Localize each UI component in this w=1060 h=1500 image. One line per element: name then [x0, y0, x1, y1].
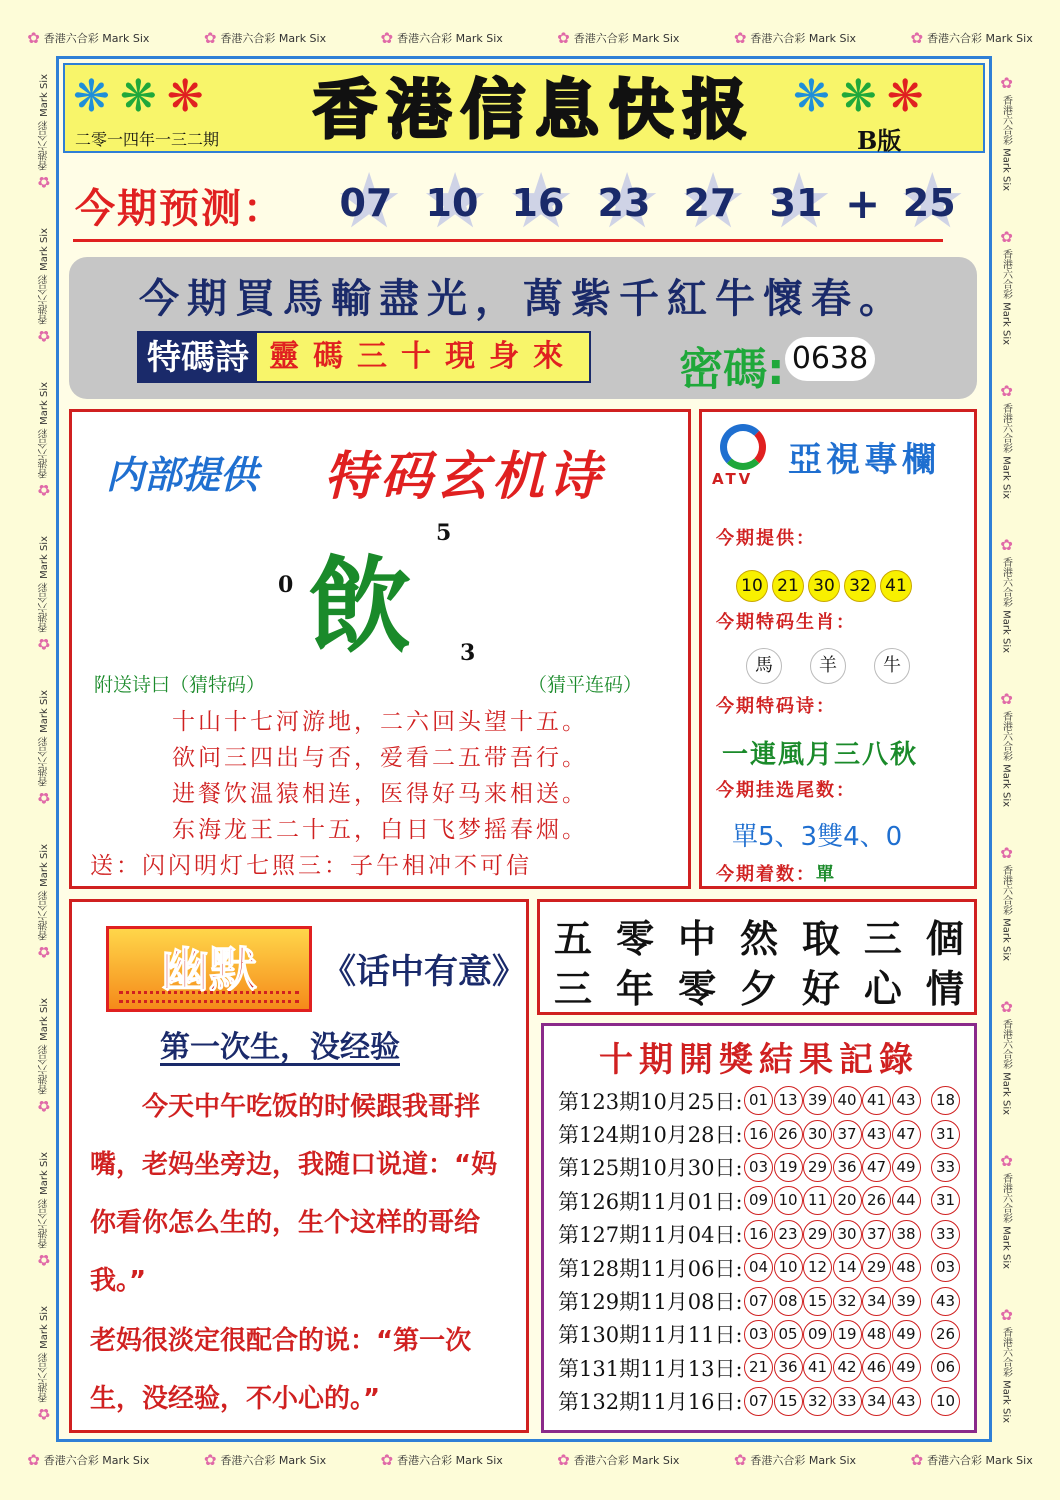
draw-number: 42 [833, 1353, 862, 1382]
watermark-text: 香港六合彩 Mark Six [397, 1454, 503, 1467]
main-frame [56, 56, 992, 1442]
flower-icon: ✿ [997, 998, 1016, 1017]
watermark-text: 香港六合彩 Mark Six [1000, 711, 1012, 808]
draw-special-number: 31 [931, 1186, 960, 1215]
flower-icon: ✿ [910, 28, 924, 47]
flower-icon: ✿ [34, 173, 53, 192]
atv-poem: 一連風月三八秋 [722, 740, 919, 770]
draw-label: 第131期11月13日: [558, 1356, 743, 1381]
draw-number: 09 [744, 1186, 773, 1215]
flower-icon: ✿ [34, 1251, 53, 1270]
watermark-text: 香港六合彩 Mark Six [573, 32, 680, 45]
watermark-text: 香港六合彩 Mark Six [1000, 1019, 1012, 1116]
prediction-special-number: ★ 25 [886, 175, 972, 231]
flower-icon: ✿ [557, 1450, 570, 1469]
flower-icon: ✿ [34, 943, 53, 962]
draw-special-number: 18 [931, 1086, 960, 1115]
watermark-text: 香港六合彩 Mark Six [573, 1454, 680, 1467]
draw-number: 07 [744, 1387, 773, 1416]
atv-poem-label: 今期特码诗： [716, 696, 836, 717]
humor-panel [69, 899, 529, 1433]
zodiac-badge: 馬 [746, 648, 782, 684]
watermark-item [910, 1452, 1032, 1468]
draw-number: 10 [774, 1253, 803, 1282]
draw-number: 36 [833, 1153, 862, 1182]
draw-number: 01 [744, 1086, 773, 1115]
prediction-row [63, 163, 985, 241]
flower-icon: ✿ [997, 382, 1016, 401]
poem-line: 欲问三四岀与否，爱看二五带吾行。 [172, 745, 588, 771]
watermark-text: 香港六合彩 Mark Six [927, 1454, 1033, 1467]
watermark-item [204, 30, 326, 46]
poem-source: 内部提供 [106, 453, 259, 497]
draw-label: 第132期11月16日: [558, 1390, 743, 1415]
watermark-item [27, 30, 149, 46]
watermark-text: 香港六合彩 Mark Six [1000, 403, 1012, 500]
draw-number: 14 [833, 1253, 862, 1282]
watermark-text: 香港六合彩 Mark Six [1000, 557, 1012, 654]
watermark-text: 香港六合彩 Mark Six [38, 844, 50, 941]
poem-line: 十山十七河游地，二六回头望十五。 [172, 709, 588, 735]
poem-line: 进餐饮温猿相连，医得好马来相送。 [172, 781, 588, 807]
watermark-text: 香港六合彩 Mark Six [397, 32, 503, 45]
flower-icon: ✿ [997, 1306, 1016, 1325]
flower-icon: ✿ [733, 1450, 747, 1469]
watermark-text: 香港六合彩 Mark Six [43, 1454, 150, 1467]
draw-number: 37 [833, 1120, 862, 1149]
prediction-numbers [323, 175, 972, 231]
atv-panel [699, 409, 977, 889]
poem-lines [72, 704, 688, 884]
flower-icon: ✿ [733, 28, 747, 47]
table-row [558, 1151, 961, 1184]
watermark-item [999, 382, 1014, 499]
draw-number: 21 [744, 1353, 773, 1382]
draw-number: 34 [862, 1387, 891, 1416]
draw-number: 10 [774, 1186, 803, 1215]
watermark-text: 香港六合彩 Mark Six [43, 32, 150, 45]
prediction-number: ★ 16 [495, 175, 581, 231]
asterisk-icon: ❋ [73, 71, 120, 122]
draw-number: 13 [774, 1086, 803, 1115]
draw-number: 19 [774, 1153, 803, 1182]
watermark-text: 香港六合彩 Mark Six [1000, 865, 1012, 962]
wave-decoration [119, 991, 299, 1003]
watermark-text: 香港六合彩 Mark Six [38, 382, 50, 479]
watermark-item [34, 536, 53, 654]
draw-number: 07 [744, 1287, 773, 1316]
riddle-character: 飲 [308, 544, 413, 667]
atv-tail-label: 今期挂选尾数： [716, 780, 856, 801]
flower-icon: ✿ [910, 1450, 924, 1469]
watermark-item [34, 74, 53, 192]
watermark-item [999, 998, 1014, 1115]
draw-label: 第130期11月11日: [558, 1323, 743, 1348]
watermark-text: 香港六合彩 Mark Six [750, 1454, 857, 1467]
watermark-text: 香港六合彩 Mark Six [220, 1454, 327, 1467]
special-poem-key: 特碼詩 [139, 333, 257, 381]
draw-label: 第129期11月08日: [558, 1290, 743, 1315]
atv-provide-label: 今期提供： [716, 528, 816, 549]
zodiac-badge: 羊 [810, 648, 846, 684]
draw-number: 33 [833, 1387, 862, 1416]
atv-count-value: 單 [816, 864, 836, 885]
phrase-row: 三 年 零 夕 好 心 情 [554, 966, 964, 1011]
decor-stars-left [73, 71, 214, 122]
watermark-item [34, 1152, 53, 1270]
poem-line: 送：闪闪明灯七照三：子午相冲不可信 [90, 853, 532, 879]
humor-badge-text: 幽默 [160, 942, 257, 998]
watermark-text: 香港六合彩 Mark Six [38, 74, 50, 171]
draw-number: 43 [892, 1387, 921, 1416]
special-poem-value: 靈碼三十現身來 [257, 333, 589, 381]
lottery-ball: 30 [808, 570, 840, 602]
results-panel [541, 1023, 977, 1433]
draw-number: 39 [892, 1287, 921, 1316]
draw-label: 第124期10月28日: [558, 1123, 743, 1148]
asterisk-icon: ❋ [119, 71, 167, 122]
table-row [558, 1284, 961, 1317]
draw-number: 15 [803, 1287, 832, 1316]
flower-icon: ✿ [997, 1152, 1016, 1171]
prediction-label: 今期预测： [75, 186, 285, 232]
draw-number: 16 [744, 1120, 773, 1149]
watermark-item [734, 30, 856, 46]
watermark-item [557, 30, 679, 46]
asterisk-icon: ❋ [166, 71, 214, 122]
draw-label: 第127期11月04日: [558, 1223, 743, 1248]
flower-icon: ✿ [34, 789, 53, 808]
draw-special-number: 26 [931, 1320, 960, 1349]
phrase-row: 五 零 中 然 取 三 個 [554, 916, 964, 961]
page-title: 香港信息快报 [313, 73, 757, 148]
draw-number: 44 [892, 1186, 921, 1215]
draw-number: 11 [803, 1186, 832, 1215]
draw-number: 36 [774, 1353, 803, 1382]
draw-number: 08 [774, 1287, 803, 1316]
watermark-item [999, 1152, 1014, 1269]
draw-number: 40 [833, 1086, 862, 1115]
poem-line: 东海龙王二十五，白日飞梦摇春烟。 [172, 817, 588, 843]
draw-number: 34 [862, 1287, 891, 1316]
watermark-right [996, 56, 1016, 1442]
watermark-text: 香港六合彩 Mark Six [927, 32, 1033, 45]
draw-number: 29 [803, 1153, 832, 1182]
watermark-text: 香港六合彩 Mark Six [38, 998, 50, 1095]
header [63, 63, 985, 153]
draw-special-number: 33 [931, 1220, 960, 1249]
joke-title: 第一次生，没经验 [160, 1030, 400, 1065]
draw-number: 26 [862, 1186, 891, 1215]
asterisk-icon: ❋ [793, 71, 840, 122]
watermark-item [34, 228, 53, 346]
flower-icon: ✿ [34, 1097, 53, 1116]
divider [73, 239, 943, 242]
joke-paragraph: 老妈很淡定很配合的说：“第一次生，没经验，不小心的。” [90, 1326, 472, 1414]
flower-icon: ✿ [997, 74, 1016, 93]
flower-icon: ✿ [997, 844, 1016, 863]
draw-number: 23 [774, 1220, 803, 1249]
riddle-number-top: 5 [436, 520, 452, 546]
table-row [558, 1184, 961, 1217]
joke-paragraph: 今天中午吃饭的时候跟我哥拌嘴，老妈坐旁边，我随口说道：“妈你看你怎么生的，生个这样的哥给我。” [90, 1092, 498, 1296]
draw-number: 43 [862, 1120, 891, 1149]
watermark-text: 香港六合彩 Mark Six [38, 536, 50, 633]
watermark-item [999, 1306, 1014, 1423]
flower-icon: ✿ [27, 1450, 40, 1469]
watermark-text: 香港六合彩 Mark Six [1000, 1327, 1012, 1424]
watermark-item [34, 382, 53, 500]
flower-icon: ✿ [380, 1450, 394, 1469]
results-title: 十期開獎結果記錄 [599, 1040, 919, 1080]
atv-logo-text: ATV [712, 470, 754, 488]
asterisk-icon: ❋ [886, 71, 934, 122]
draw-number: 48 [862, 1320, 891, 1349]
watermark-item [381, 1452, 503, 1468]
atv-zodiac [746, 648, 910, 684]
flower-icon: ✿ [27, 28, 40, 47]
flower-icon: ✿ [557, 28, 570, 47]
table-row [558, 1084, 961, 1117]
decor-stars-right [793, 71, 934, 122]
flower-icon: ✿ [380, 28, 394, 47]
poem-panel [69, 409, 691, 889]
watermark-text: 香港六合彩 Mark Six [38, 228, 50, 325]
special-poem-tag [137, 331, 591, 383]
flower-icon: ✿ [203, 1450, 217, 1469]
watermark-text: 香港六合彩 Mark Six [750, 32, 857, 45]
draw-number: 49 [892, 1353, 921, 1382]
draw-number: 39 [803, 1086, 832, 1115]
watermark-item [34, 844, 53, 962]
draw-number: 37 [862, 1220, 891, 1249]
code-value: 0638 [785, 337, 875, 381]
poem-note-left: 附送诗曰（猜特码） [94, 674, 266, 696]
watermark-text: 香港六合彩 Mark Six [38, 1306, 50, 1403]
draw-number: 46 [862, 1353, 891, 1382]
draw-number: 16 [744, 1220, 773, 1249]
draw-special-number: 43 [931, 1287, 960, 1316]
draw-number: 20 [833, 1186, 862, 1215]
watermark-top [0, 20, 1060, 56]
draw-special-number: 06 [931, 1353, 960, 1382]
watermark-item [999, 844, 1014, 961]
poem-note-right: （猜平连码） [528, 674, 643, 696]
watermark-item [999, 228, 1014, 345]
draw-number: 12 [803, 1253, 832, 1282]
plus-sign: + [845, 178, 881, 228]
watermark-item [734, 1452, 856, 1468]
table-row [558, 1351, 961, 1384]
watermark-item [34, 690, 53, 808]
draw-number: 49 [892, 1320, 921, 1349]
draw-number: 19 [833, 1320, 862, 1349]
watermark-item [999, 690, 1014, 807]
draw-number: 09 [803, 1320, 832, 1349]
issue-number: 二零一四年一三二期 [75, 130, 220, 149]
watermark-text: 香港六合彩 Mark Six [1000, 95, 1012, 192]
watermark-bottom [0, 1442, 1060, 1478]
results-table [558, 1084, 961, 1418]
slogan-text: 今期買馬輸盡光，萬紫千紅牛懷春。 [139, 276, 907, 322]
watermark-text: 香港六合彩 Mark Six [1000, 249, 1012, 346]
table-row [558, 1318, 961, 1351]
humor-subtitle: 《话中有意》 [322, 952, 526, 992]
prediction-number: ★ 23 [581, 175, 667, 231]
draw-special-number: 31 [931, 1120, 960, 1149]
draw-number: 30 [833, 1220, 862, 1249]
riddle-number-bottom: 3 [460, 640, 476, 666]
lottery-ball: 32 [844, 570, 876, 602]
draw-number: 38 [892, 1220, 921, 1249]
draw-number: 32 [803, 1387, 832, 1416]
zodiac-badge: 牛 [874, 648, 910, 684]
atv-count [716, 860, 836, 886]
lottery-ball: 21 [772, 570, 804, 602]
draw-number: 03 [744, 1153, 773, 1182]
watermark-item [999, 536, 1014, 653]
draw-number: 29 [862, 1253, 891, 1282]
flower-icon: ✿ [34, 327, 53, 346]
lottery-ball: 10 [736, 570, 768, 602]
draw-label: 第123期10月25日: [558, 1089, 743, 1114]
draw-number: 49 [892, 1153, 921, 1182]
draw-number: 29 [803, 1220, 832, 1249]
draw-number: 03 [744, 1320, 773, 1349]
table-row [558, 1117, 961, 1150]
draw-number: 04 [744, 1253, 773, 1282]
atv-logo [712, 422, 776, 486]
draw-number: 32 [833, 1287, 862, 1316]
watermark-item [34, 998, 53, 1116]
watermark-text: 香港六合彩 Mark Six [220, 32, 327, 45]
atv-tails: 單5、3雙4、0 [732, 822, 903, 852]
flower-icon: ✿ [34, 481, 53, 500]
riddle-number-left: 0 [278, 572, 294, 598]
watermark-item [381, 30, 503, 46]
draw-special-number: 33 [931, 1153, 960, 1182]
draw-number: 47 [892, 1120, 921, 1149]
atv-balls [736, 570, 912, 602]
prediction-number: ★ 31 [753, 175, 839, 231]
draw-special-number: 03 [931, 1253, 960, 1282]
draw-number: 41 [803, 1353, 832, 1382]
atv-logo-icon [720, 424, 766, 470]
poem-title: 特码玄机诗 [324, 447, 605, 507]
draw-number: 26 [774, 1120, 803, 1149]
flower-icon: ✿ [34, 635, 53, 654]
draw-label: 第128期11月06日: [558, 1256, 743, 1281]
flower-icon: ✿ [997, 690, 1016, 709]
watermark-text: 香港六合彩 Mark Six [38, 690, 50, 787]
draw-label: 第126期11月01日: [558, 1189, 743, 1214]
flower-icon: ✿ [203, 28, 217, 47]
draw-special-number: 10 [931, 1387, 960, 1416]
watermark-text: 香港六合彩 Mark Six [1000, 1173, 1012, 1270]
atv-count-label: 今期着数： [716, 864, 816, 885]
draw-number: 30 [803, 1120, 832, 1149]
table-row [558, 1385, 961, 1418]
flower-icon: ✿ [997, 228, 1016, 247]
table-row [558, 1251, 961, 1284]
atv-column-title: 亞視專欄 [788, 440, 940, 480]
draw-number: 41 [862, 1086, 891, 1115]
prediction-number: ★ 10 [409, 175, 495, 231]
slogan-banner [69, 257, 977, 399]
watermark-item [910, 30, 1032, 46]
atv-zodiac-label: 今期特码生肖： [716, 612, 856, 633]
table-row [558, 1218, 961, 1251]
phrase-panel [537, 899, 977, 1015]
watermark-left [34, 56, 54, 1442]
watermark-item [27, 1452, 149, 1468]
draw-label: 第125期10月30日: [558, 1156, 743, 1181]
flower-icon: ✿ [997, 536, 1016, 555]
asterisk-icon: ❋ [839, 71, 887, 122]
draw-number: 15 [774, 1387, 803, 1416]
watermark-item [999, 74, 1014, 191]
draw-number: 48 [892, 1253, 921, 1282]
prediction-number: ★ 27 [667, 175, 753, 231]
draw-number: 47 [862, 1153, 891, 1182]
draw-number: 05 [774, 1320, 803, 1349]
watermark-item [34, 1306, 53, 1424]
watermark-item [204, 1452, 326, 1468]
humor-badge [106, 926, 312, 1012]
flower-icon: ✿ [34, 1405, 53, 1424]
lottery-ball: 41 [880, 570, 912, 602]
code-label: 密碼: [679, 344, 785, 395]
draw-number: 43 [892, 1086, 921, 1115]
watermark-text: 香港六合彩 Mark Six [38, 1152, 50, 1249]
watermark-item [557, 1452, 679, 1468]
edition-label: B版 [857, 126, 902, 155]
prediction-number: ★ 07 [323, 175, 409, 231]
